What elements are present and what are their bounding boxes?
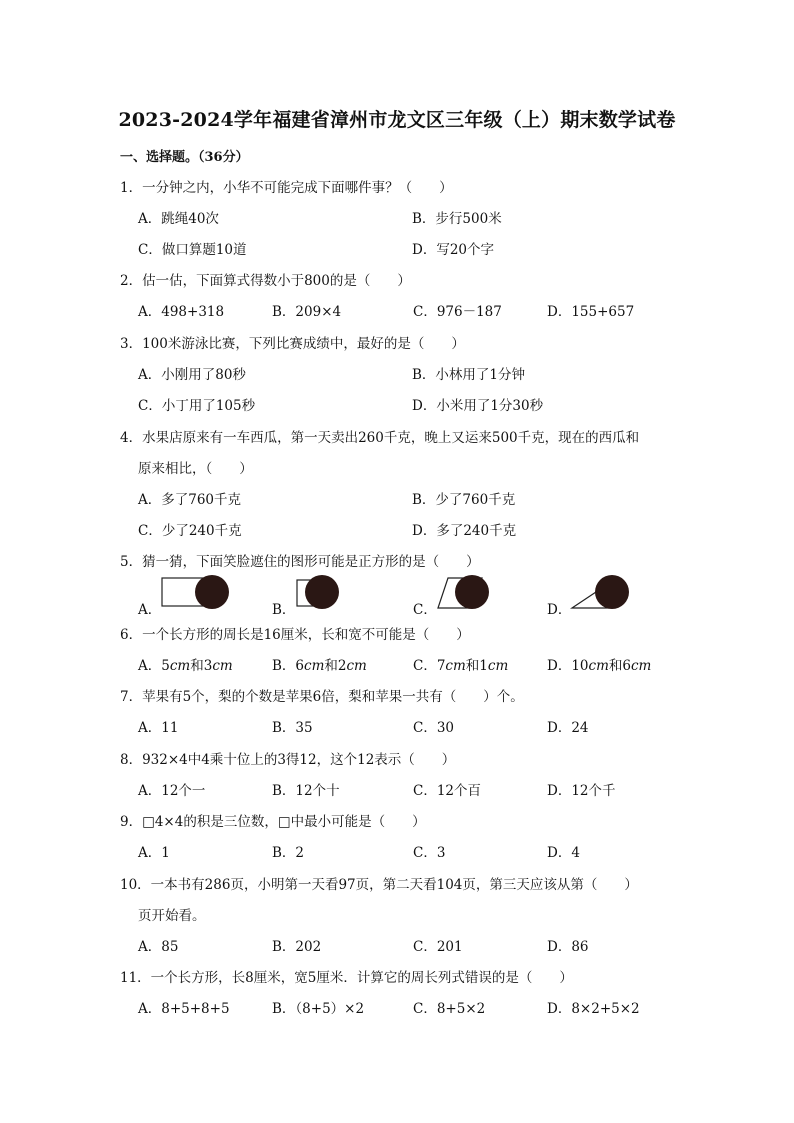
q5-option-c: C．	[413, 602, 437, 618]
q4-option-c: C．少了240千克	[138, 523, 242, 539]
q3-option-c: C．小丁用了105秒	[138, 398, 256, 414]
q7-option-c: C．30	[413, 720, 455, 736]
q11-option-a: A．8+5+8+5	[138, 1001, 230, 1017]
q10-option-c: C．201	[413, 939, 463, 955]
q2-option-a: A．498+318	[138, 304, 225, 320]
rectangle-covered-figure	[160, 574, 232, 614]
q6-option-b: B．6cm和2cm	[272, 658, 367, 674]
q7-option-d: D．24	[547, 720, 589, 736]
q9-option-d: D．4	[547, 845, 580, 861]
q8-option-b: B．12个十	[272, 783, 340, 799]
q8-option-a: A．12个一	[138, 783, 206, 799]
q10-option-b: B．202	[272, 939, 322, 955]
q6-option-a: A．5cm和3cm	[138, 658, 233, 674]
page-title: 2023-2024学年福建省漳州市龙文区三年级（上）期末数学试卷	[118, 109, 676, 131]
question-11-stem: 11．一个长方形，长8厘米，宽5厘米．计算它的周长列式错误的是（ ）	[120, 970, 573, 986]
section-heading: 一、选择题。（36分）	[120, 150, 249, 165]
q4-option-a: A．多了760千克	[138, 492, 242, 508]
q8-option-d: D．12个千	[547, 783, 616, 799]
question-5-stem: 5．猜一猜，下面笑脸遮住的图形可能是正方形的是（ ）	[120, 554, 480, 570]
q2-option-b: B．209×4	[272, 304, 342, 320]
q11-option-c: C．8+5×2	[413, 1001, 486, 1017]
q9-option-c: C．3	[413, 845, 446, 861]
triangle-covered-figure	[568, 574, 634, 614]
q7-option-a: A．11	[138, 720, 179, 736]
q6-option-d: D．10cm和6cm	[547, 658, 652, 674]
q4-option-b: B．少了760千克	[412, 492, 516, 508]
q5-option-b: B．	[272, 602, 296, 618]
question-4-stem: 4．水果店原来有一车西瓜，第一天卖出260千克，晚上又运来500千克，现在的西瓜和	[120, 430, 640, 446]
square-covered-figure	[295, 574, 343, 614]
q3-option-b: B．小林用了1分钟	[412, 367, 526, 383]
q1-option-d: D．写20个字	[412, 242, 495, 258]
q10-option-a: A．85	[138, 939, 179, 955]
q8-option-c: C．12个百	[413, 783, 482, 799]
q1-option-b: B．步行500米	[412, 211, 502, 227]
q2-option-d: D．155+657	[547, 304, 635, 320]
q10-option-d: D．86	[547, 939, 589, 955]
q1-option-a: A．跳绳40次	[138, 211, 219, 227]
q3-option-d: D．小米用了1分30秒	[412, 398, 544, 414]
q7-option-b: B．35	[272, 720, 313, 736]
parallelogram-covered-figure	[434, 574, 494, 614]
question-1-stem: 1．一分钟之内，小华不可能完成下面哪件事？（ ）	[120, 180, 453, 196]
question-10-stem-cont: 页开始看。	[138, 908, 206, 924]
question-2-stem: 2．估一估，下面算式得数小于800的是（ ）	[120, 273, 411, 289]
q3-option-a: A．小刚用了80秒	[138, 367, 246, 383]
q11-option-b: B．（8+5）×2	[272, 1001, 365, 1017]
q5-option-d: D．	[547, 602, 572, 618]
question-3-stem: 3．100米游泳比赛，下列比赛成绩中，最好的是（ ）	[120, 336, 465, 352]
q2-option-c: C．976－187	[413, 304, 502, 320]
question-7-stem: 7．苹果有5个，梨的个数是苹果6倍，梨和苹果一共有（ ）个。	[120, 689, 524, 705]
question-8-stem: 8．932×4中4乘十位上的3得12，这个12表示（ ）	[120, 752, 456, 768]
question-10-stem: 10．一本书有286页，小明第一天看97页，第二天看104页，第三天应该从第（ ）	[120, 877, 638, 893]
q1-option-c: C．做口算题10道	[138, 242, 247, 258]
question-6-stem: 6．一个长方形的周长是16厘米，长和宽不可能是（ ）	[120, 627, 470, 643]
q5-option-a: A．	[138, 602, 162, 618]
q9-option-a: A．1	[138, 845, 170, 861]
question-9-stem: 9．□4×4的积是三位数，□中最小可能是（ ）	[120, 814, 426, 830]
q11-option-d: D．8×2+5×2	[547, 1001, 640, 1017]
question-4-stem-cont: 原来相比，（ ）	[138, 461, 253, 477]
q4-option-d: D．多了240千克	[412, 523, 517, 539]
q9-option-b: B．2	[272, 845, 305, 861]
q6-option-c: C．7cm和1cm	[413, 658, 509, 674]
